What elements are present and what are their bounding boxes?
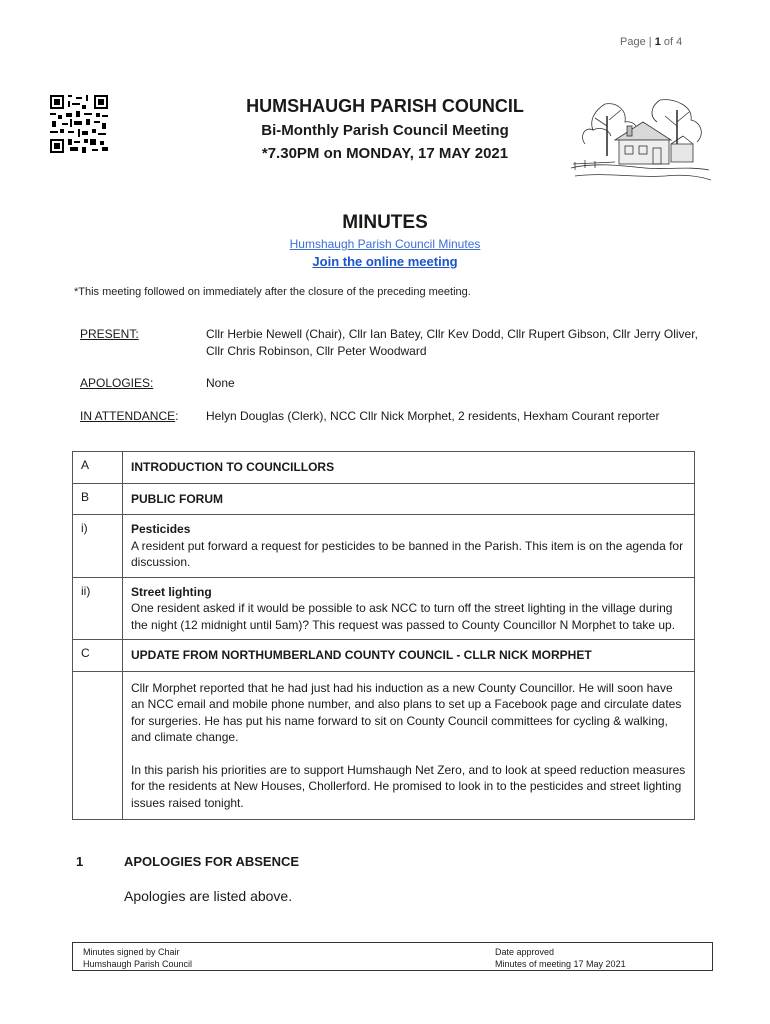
row-key: ii)	[73, 578, 123, 640]
agenda-table	[72, 451, 695, 820]
update-paragraph-2: In this parish his priorities are to support Humshaugh Net Zero, and to look at speed reduction measures for the residents at New Houses, Chollerford. He promised to look in to the pesticides and street lighting issues raised tonight.	[131, 762, 686, 810]
agenda-row-b-i	[73, 515, 694, 578]
apologies-value: None	[206, 376, 235, 390]
item-text: A resident put forward a request for pesticides to be banned in the Parish. This item is on the agenda for discussion.	[131, 538, 684, 569]
footer-meeting-label: Minutes of meeting 17 May 2021	[495, 959, 626, 969]
page-number: Page | 1 of 4	[620, 36, 683, 48]
meeting-type: Bi-Monthly Parish Council Meeting	[261, 122, 509, 139]
row-title: PUBLIC FORUM	[131, 491, 223, 506]
footer-date-label: Date approved	[495, 947, 555, 957]
meeting-note: *This meeting followed on immediately after the closure of the preceding meeting.	[74, 286, 471, 298]
document-title: MINUTES	[342, 212, 428, 233]
row-content	[123, 578, 694, 640]
row-title: UPDATE FROM NORTHUMBERLAND COUNTY COUNCIL - CLLR NICK MORPHET	[131, 648, 592, 662]
row-content	[123, 672, 694, 820]
footer-council-label: Humshaugh Parish Council	[83, 959, 193, 969]
row-key-empty	[73, 672, 123, 820]
item-text: One resident asked if it would be possible to ask NCC to turn off the street lighting in the village during the night (12 midnight until 5am)? This request was passed to County Councillor N Morphet to take up.	[131, 601, 676, 632]
footer-right	[495, 946, 626, 970]
agenda-row-c	[73, 640, 694, 672]
attendance-label: IN ATTENDANCE	[80, 409, 176, 423]
footer-signed-label: Minutes signed by Chair	[83, 947, 180, 957]
attendance-value: Helyn Douglas (Clerk), NCC Cllr Nick Morphet, 2 residents, Hexham Courant reporter	[206, 409, 660, 423]
item-title: Pesticides	[131, 522, 191, 536]
footer-left	[83, 946, 192, 970]
agenda-row-b-ii	[73, 578, 694, 641]
section-text: Apologies are listed above.	[124, 888, 293, 904]
row-key: A	[73, 452, 123, 483]
present-value: Cllr Herbie Newell (Chair), Cllr Ian Batey, Cllr Kev Dodd, Cllr Rupert Gibson, Cllr Jerry Oliver, Cllr Chris Robinson, Cllr Peter Woodward	[206, 327, 698, 358]
row-title: INTRODUCTION TO COUNCILLORS	[131, 460, 335, 474]
row-key: B	[73, 484, 123, 515]
row-content	[123, 515, 694, 577]
item-title: Street lighting	[131, 584, 212, 599]
meeting-datetime: *7.30PM on MONDAY, 17 MAY 2021	[261, 145, 509, 162]
agenda-row-c-body	[73, 672, 694, 821]
attendance-colon: :	[175, 409, 179, 423]
apologies-label: APOLOGIES:	[80, 376, 154, 390]
section-title: APOLOGIES FOR ABSENCE	[124, 854, 300, 869]
council-name: HUMSHAUGH PARISH COUNCIL	[246, 96, 524, 116]
row-key: i)	[73, 515, 123, 577]
qr-code-icon	[50, 95, 108, 153]
present-label: PRESENT:	[80, 327, 139, 341]
row-key: C	[73, 640, 123, 671]
agenda-row-b	[73, 484, 694, 516]
section-number: 1	[76, 854, 84, 869]
join-meeting-link[interactable]: Join the online meeting	[312, 254, 458, 269]
update-paragraph-1: Cllr Morphet reported that he had just had his induction as a new County Councillor. He will soon have an NCC email and mobile phone number, and also plans to set up a Facebook page and circulate dates for surgeries. He has put his name forward to sit on County Council committees for cycling & walking, and climate change.	[131, 680, 682, 744]
minutes-link[interactable]: Humshaugh Parish Council Minutes	[289, 237, 481, 251]
footer-box	[72, 942, 713, 971]
agenda-row-a	[73, 452, 694, 484]
attendance-label-group	[80, 409, 178, 423]
